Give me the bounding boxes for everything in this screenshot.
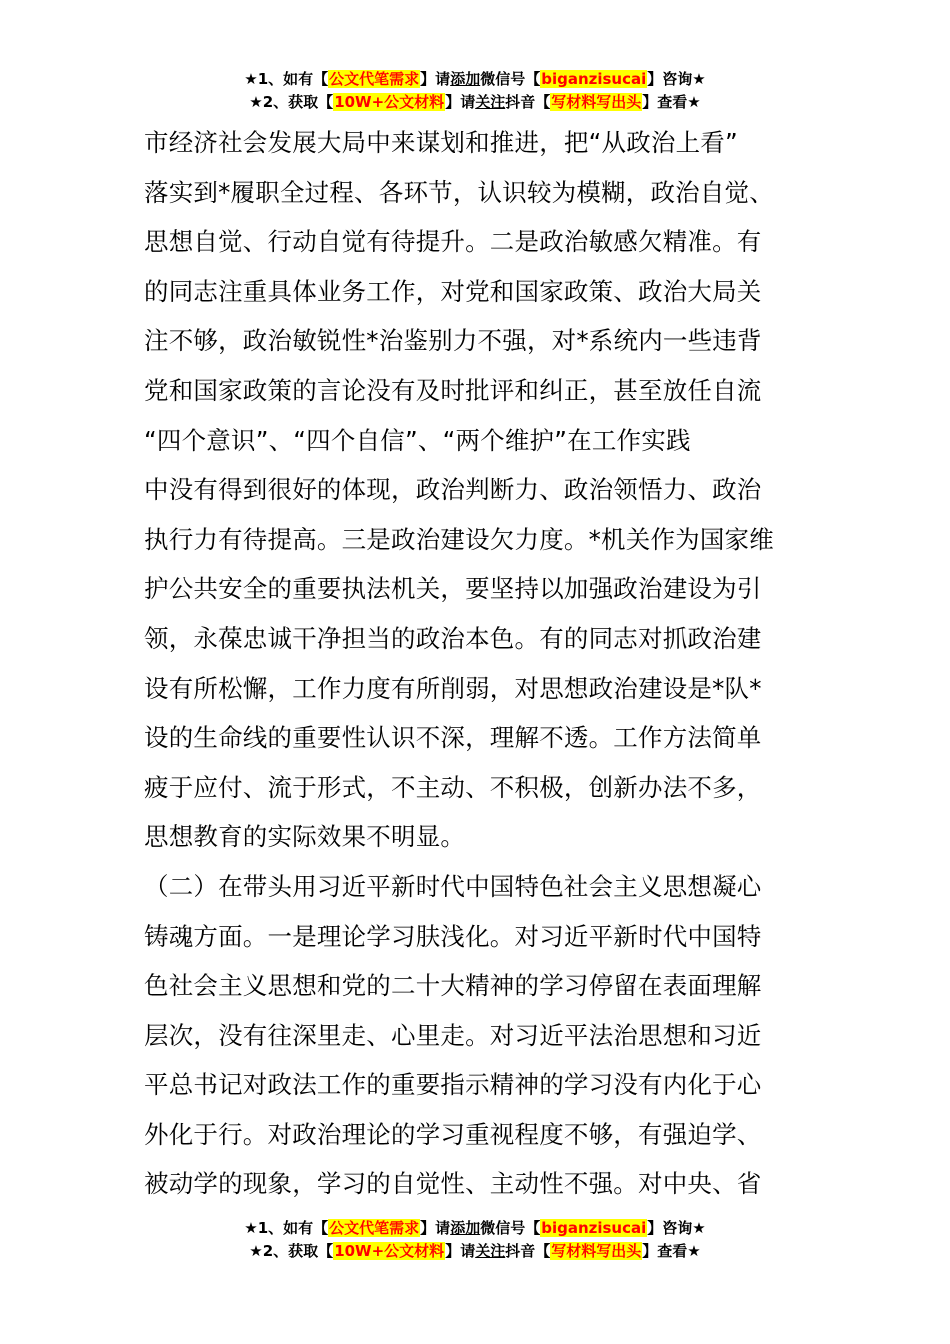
text-line: 疲于应付、流于形式，不主动、不积极，创新办法不多， <box>144 772 762 802</box>
text-line: 护公共安全的重要执法机关，要坚持以加强政治建设为引 <box>144 574 762 604</box>
text-line: 领，永葆忠诚干净担当的政治本色。有的同志对抓政治建 <box>144 623 762 653</box>
banner-text: 微信号【 <box>480 1219 541 1237</box>
banner-emphasis: 关注 <box>475 93 506 111</box>
text-line: 党和国家政策的言论没有及时批评和纠正，甚至放任自流 <box>144 375 762 405</box>
banner-text: 】请 <box>420 1219 451 1237</box>
banner-text: 】请 <box>445 93 476 111</box>
banner-emphasis: 关注 <box>475 1242 506 1260</box>
text-line: 执行力有待提高。三是政治建设欠力度。*机关作为国家维 <box>144 524 774 554</box>
text-line: 铸魂方面。一是理论学习肤浅化。对习近平新时代中国特 <box>144 921 762 951</box>
text-line: 的同志注重具体业务工作，对党和国家政策、政治大局关 <box>144 276 762 306</box>
text-line: 思想自觉、行动自觉有待提升。二是政治敏感欠精准。有 <box>144 227 762 257</box>
star-icon: ★ <box>244 1219 258 1237</box>
star-icon: ★ <box>249 1242 263 1260</box>
document-body <box>144 118 809 1209</box>
banner-text: 】请 <box>445 1242 476 1260</box>
banner-line-2 <box>0 1240 950 1263</box>
text-line: 中没有得到很好的体现，政治判断力、政治领悟力、政治 <box>144 475 762 505</box>
highlight-materials: 10W+公文材料 <box>334 93 445 111</box>
text-line: 色社会主义思想和党的二十大精神的学习停留在表面理解 <box>144 971 762 1001</box>
banner-text: 微信号【 <box>480 70 541 88</box>
text-line: “四个意识”、“四个自信”、“两个维护”在工作实践 <box>144 425 691 455</box>
highlight-wechat-id: biganzisucai <box>541 1219 647 1237</box>
banner-line-2 <box>0 91 950 114</box>
highlight-materials: 10W+公文材料 <box>334 1242 445 1260</box>
highlight-service: 公文代笔需求 <box>329 70 420 88</box>
banner-text: 1、如有【 <box>257 70 329 88</box>
text-line: 思想教育的实际效果不明显。 <box>144 822 466 852</box>
text-line: 层次，没有往深里走、心里走。对习近平法治思想和习近 <box>144 1020 762 1050</box>
banner-text: 抖音【 <box>505 1242 551 1260</box>
banner-line-1 <box>0 1217 950 1240</box>
banner-text: 】咨询★ <box>647 70 706 88</box>
banner-emphasis: 添加 <box>450 70 481 88</box>
star-icon: ★ <box>244 70 258 88</box>
banner-emphasis: 添加 <box>450 1219 481 1237</box>
text-line: 被动学的现象，学习的自觉性、主动性不强。对中央、省 <box>144 1169 762 1199</box>
section-heading-line: （二）在带头用习近平新时代中国特色社会主义思想凝心 <box>144 871 762 901</box>
highlight-wechat-id: biganzisucai <box>541 70 647 88</box>
banner-text: 2、获取【 <box>262 1242 334 1260</box>
banner-text: 】请 <box>420 70 451 88</box>
highlight-service: 公文代笔需求 <box>329 1219 420 1237</box>
banner-text: 】查看★ <box>642 93 701 111</box>
text-line: 设的生命线的重要性认识不深，理解不透。工作方法简单 <box>144 723 762 753</box>
text-line: 平总书记对政法工作的重要指示精神的学习没有内化于心 <box>144 1070 762 1100</box>
banner-text: 】查看★ <box>642 1242 701 1260</box>
highlight-douyin-id: 写材料写出头 <box>551 93 642 111</box>
banner-text: 2、获取【 <box>262 93 334 111</box>
highlight-douyin-id: 写材料写出头 <box>551 1242 642 1260</box>
text-line: 市经济社会发展大局中来谋划和推进，把“从政治上看” <box>144 128 738 157</box>
text-line: 落实到*履职全过程、各环节，认识较为模糊，政治自觉、 <box>144 177 774 207</box>
banner-text: 抖音【 <box>505 93 551 111</box>
banner-text: 】咨询★ <box>647 1219 706 1237</box>
banner-text: 1、如有【 <box>257 1219 329 1237</box>
text-line: 注不够，政治敏锐性*治鉴别力不强，对*系统内一些违背 <box>144 326 762 356</box>
header-banner <box>0 68 950 114</box>
text-line: 设有所松懈，工作力度有所削弱，对思想政治建设是*队* <box>144 673 762 703</box>
banner-line-1 <box>0 68 950 91</box>
text-line: 外化于行。对政治理论的学习重视程度不够，有强迫学、 <box>144 1119 762 1149</box>
footer-banner <box>0 1217 950 1263</box>
star-icon: ★ <box>249 93 263 111</box>
